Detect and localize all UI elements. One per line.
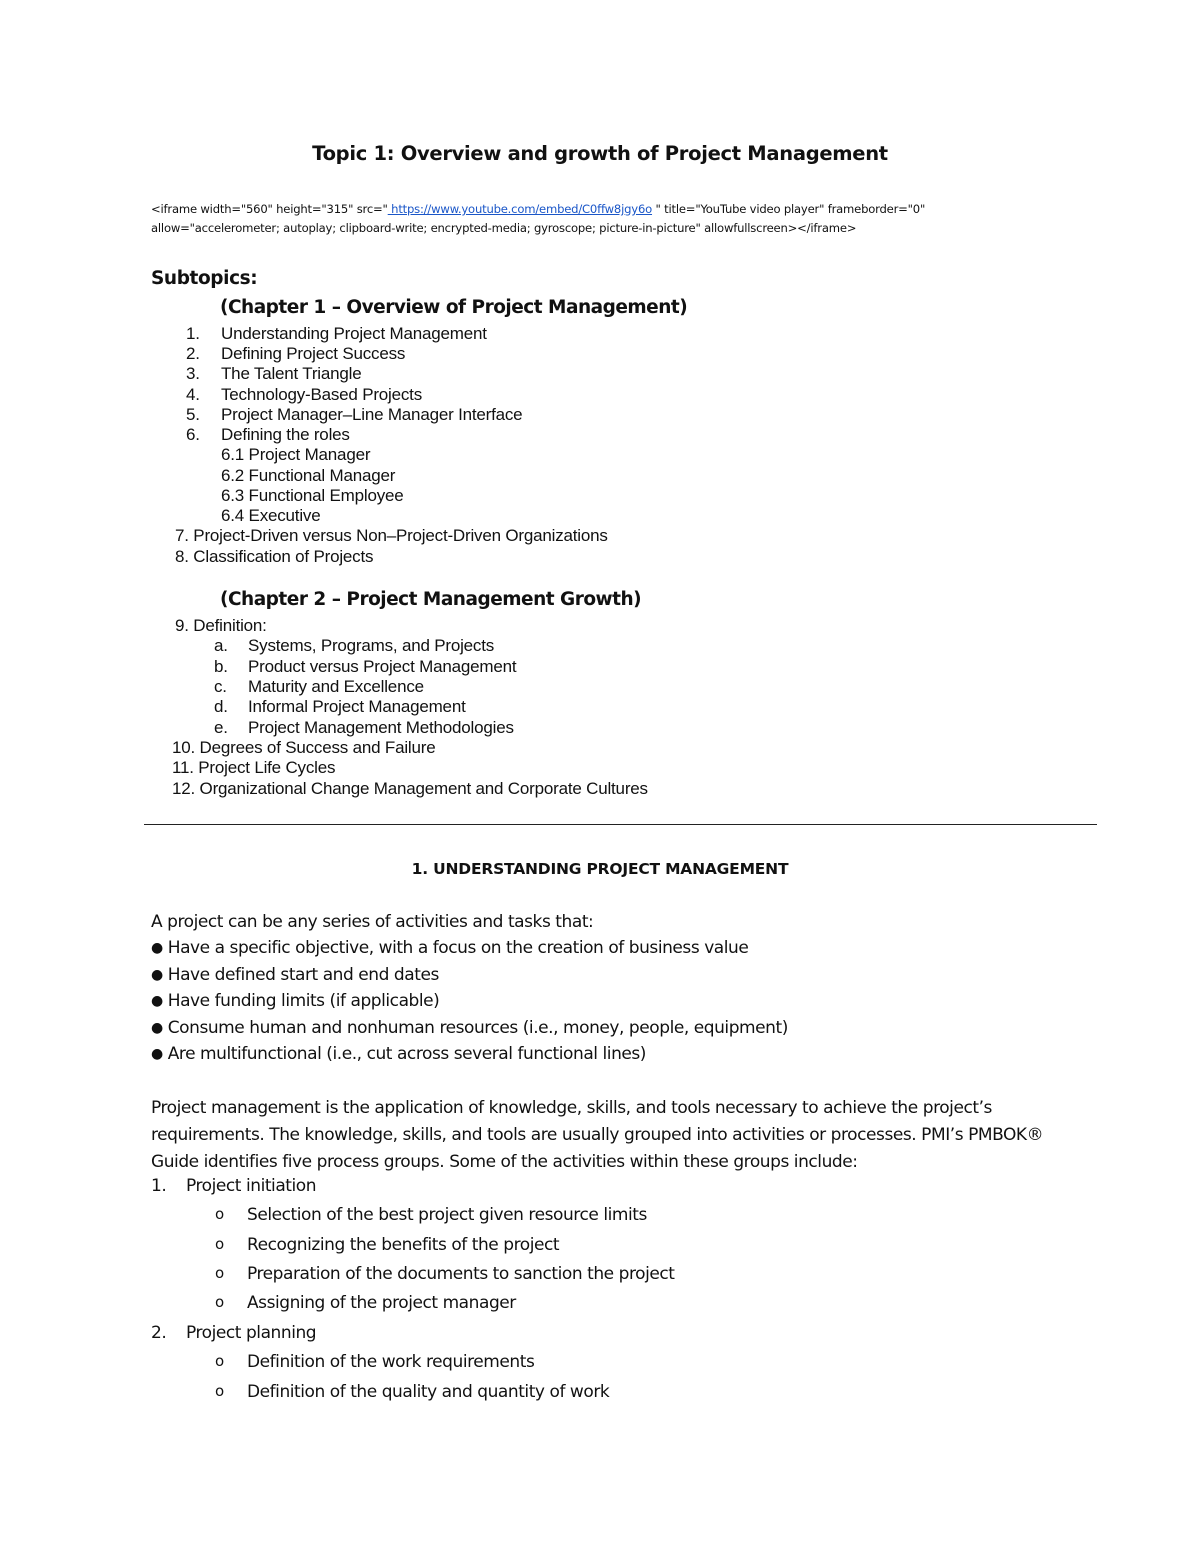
- list-text: Project Management Methodologies: [248, 718, 514, 737]
- embed-code-suffix: " title="YouTube video player" frameborder="0" allow="accelerometer; autoplay; clipboard-write; encrypted-media; gyroscope; picture-in-picture" allowfullscreen></iframe>: [151, 202, 926, 235]
- role-item: 6.3 Functional Employee: [221, 486, 404, 505]
- sub-bullet-item: [215, 1352, 534, 1372]
- lettered-item: [214, 677, 424, 697]
- sub-bullet-text: Preparation of the documents to sanction the project: [247, 1264, 675, 1284]
- bullet-item: [151, 938, 748, 958]
- list-item: 11. Project Life Cycles: [172, 758, 336, 777]
- list-text: Maturity and Excellence: [248, 677, 424, 696]
- list-item: 12. Organizational Change Management and Corporate Cultures: [172, 779, 648, 798]
- list-letter: d.: [214, 697, 228, 716]
- document-title: Topic 1: Overview and growth of Project Management: [312, 142, 888, 165]
- sub-bullet-text: Recognizing the benefits of the project: [247, 1235, 560, 1255]
- circle-bullet-icon: o: [215, 1205, 224, 1223]
- role-item: 6.4 Executive: [221, 506, 321, 525]
- sub-bullet-text: Assigning of the project manager: [247, 1293, 516, 1313]
- circle-bullet-icon: o: [215, 1293, 224, 1311]
- bullet-text: Have defined start and end dates: [167, 965, 439, 985]
- bullet-text: Are multifunctional (i.e., cut across several functional lines): [167, 1044, 646, 1064]
- sub-bullet-item: [215, 1293, 516, 1313]
- chapter1-title: (Chapter 1 – Overview of Project Management): [220, 297, 688, 318]
- list-number: 2.: [186, 344, 200, 363]
- bullet-icon: ●: [151, 1046, 163, 1062]
- section-divider: [144, 824, 1097, 825]
- lettered-item: [214, 657, 516, 677]
- list-text: The Talent Triangle: [221, 364, 362, 383]
- bullet-icon: ●: [151, 1020, 163, 1036]
- list-text: Technology-Based Projects: [221, 385, 423, 404]
- sub-bullet-item: [215, 1382, 609, 1402]
- process-group-number: 1.: [151, 1176, 167, 1196]
- list-text: Project Manager–Line Manager Interface: [221, 405, 523, 424]
- embed-code: [151, 200, 1051, 238]
- process-group-name: Project initiation: [186, 1176, 317, 1196]
- list-number: 6.: [186, 425, 200, 444]
- list-letter: a.: [214, 636, 228, 655]
- list-item: [186, 344, 405, 364]
- list-number: 5.: [186, 405, 200, 424]
- list-item: [186, 385, 422, 405]
- section-heading: 1. UNDERSTANDING PROJECT MANAGEMENT: [411, 860, 789, 878]
- bullet-item: [151, 1018, 788, 1038]
- circle-bullet-icon: o: [215, 1264, 224, 1282]
- list-item: [186, 425, 350, 445]
- list-number: 3.: [186, 364, 200, 383]
- bullet-icon: ●: [151, 993, 163, 1009]
- sub-bullet-text: Selection of the best project given resource limits: [247, 1205, 647, 1225]
- list-letter: b.: [214, 657, 228, 676]
- circle-bullet-icon: o: [215, 1235, 224, 1253]
- sub-bullet-text: Definition of the work requirements: [247, 1352, 535, 1372]
- chapter2-title: (Chapter 2 – Project Management Growth): [220, 589, 642, 610]
- project-intro: A project can be any series of activities and tasks that:: [151, 912, 594, 932]
- lettered-item: [214, 697, 466, 717]
- bullet-item: [151, 991, 439, 1011]
- list-item: 8. Classification of Projects: [175, 547, 374, 566]
- list-letter: e.: [214, 718, 228, 737]
- process-group: [151, 1323, 317, 1343]
- list-item: 9. Definition:: [175, 616, 267, 635]
- list-number: 4.: [186, 385, 200, 404]
- bullet-item: [151, 1044, 646, 1064]
- bullet-text: Consume human and nonhuman resources (i.e., money, people, equipment): [167, 1018, 788, 1038]
- list-text: Defining Project Success: [221, 344, 406, 363]
- process-group: [151, 1176, 317, 1196]
- bullet-item: [151, 965, 439, 985]
- lettered-item: [214, 718, 514, 738]
- sub-bullet-item: [215, 1264, 674, 1284]
- list-item: [186, 364, 361, 384]
- list-item: [186, 405, 522, 425]
- list-text: Defining the roles: [221, 425, 350, 444]
- process-group-name: Project planning: [186, 1323, 317, 1343]
- pm-definition-paragraph: Project management is the application of knowledge, skills, and tools necessary to achieve the project’s requirements. The knowledge, skills, and tools are usually grouped into activities or processes. PMI’s PMBOK® Guide identifies five process groups. Some of the activities within these groups include:: [151, 1098, 1044, 1172]
- list-letter: c.: [214, 677, 227, 696]
- process-group-number: 2.: [151, 1323, 167, 1343]
- bullet-text: Have a specific objective, with a focus on the creation of business value: [167, 938, 749, 958]
- list-text: Informal Project Management: [248, 697, 466, 716]
- lettered-item: [214, 636, 494, 656]
- list-item: 7. Project-Driven versus Non–Project-Driven Organizations: [175, 526, 608, 545]
- list-text: Understanding Project Management: [221, 324, 487, 343]
- list-item: 10. Degrees of Success and Failure: [172, 738, 436, 757]
- list-item: [186, 324, 487, 344]
- sub-bullet-item: [215, 1205, 647, 1225]
- sub-bullet-item: [215, 1235, 559, 1255]
- subtopics-heading: Subtopics:: [151, 268, 258, 289]
- embed-code-prefix: <iframe width="560" height="315" src=": [151, 202, 388, 216]
- circle-bullet-icon: o: [215, 1352, 224, 1370]
- circle-bullet-icon: o: [215, 1382, 224, 1400]
- sub-bullet-text: Definition of the quality and quantity of work: [247, 1382, 610, 1402]
- role-item: 6.2 Functional Manager: [221, 466, 396, 485]
- bullet-icon: ●: [151, 967, 163, 983]
- bullet-icon: ●: [151, 940, 163, 956]
- youtube-link[interactable]: https://www.youtube.com/embed/C0ffw8jgy6o: [387, 202, 653, 216]
- list-number: 1.: [186, 324, 200, 343]
- list-text: Product versus Project Management: [248, 657, 517, 676]
- list-text: Systems, Programs, and Projects: [248, 636, 495, 655]
- role-item: 6.1 Project Manager: [221, 445, 371, 464]
- bullet-text: Have funding limits (if applicable): [167, 991, 440, 1011]
